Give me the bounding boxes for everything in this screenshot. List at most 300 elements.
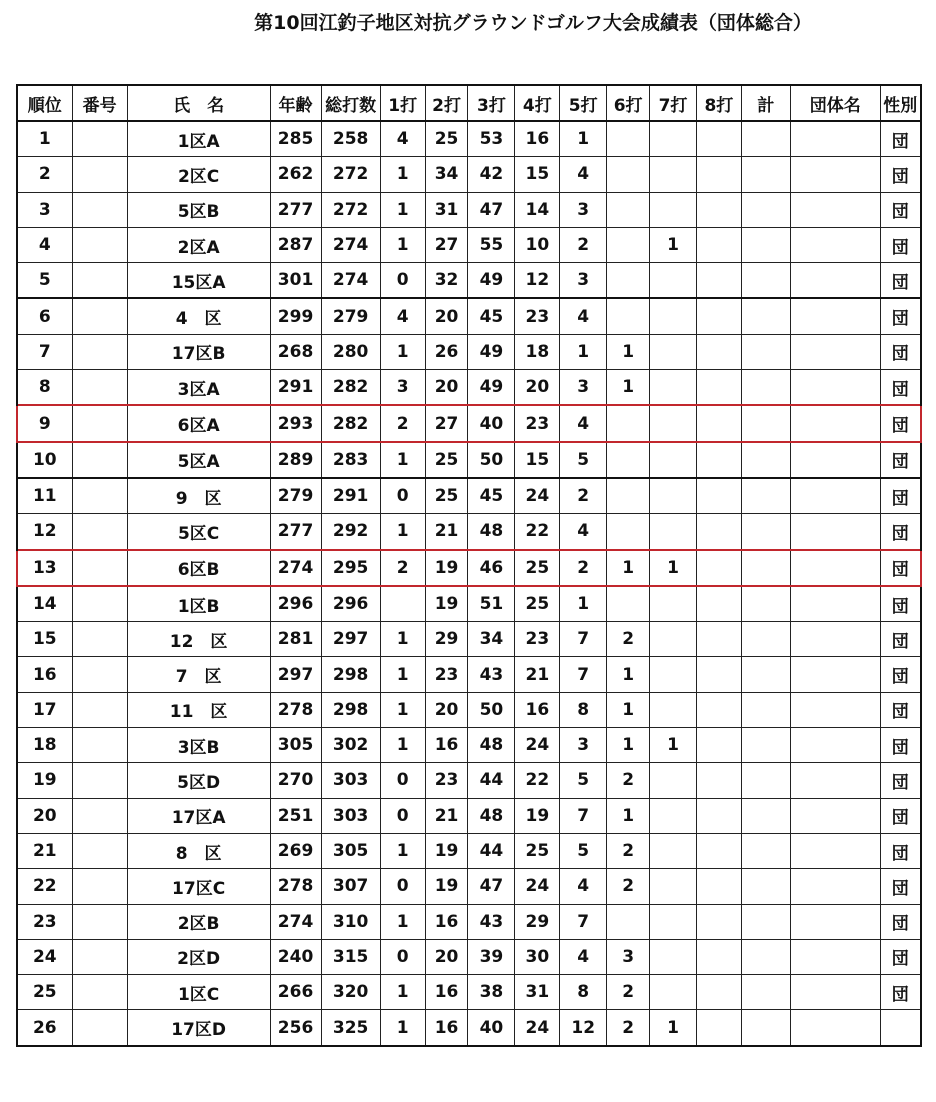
table-cell: 3: [560, 370, 607, 406]
table-cell: [380, 586, 425, 622]
table-cell: [696, 121, 741, 157]
table-cell: 4: [380, 298, 425, 334]
table-cell: [72, 833, 127, 868]
gender-cell: 団: [880, 939, 921, 974]
table-cell: 2: [607, 622, 650, 657]
table-cell: 0: [380, 478, 425, 514]
table-cell: [741, 622, 790, 657]
table-cell: [72, 657, 127, 692]
table-cell: 4: [560, 514, 607, 550]
table-cell: [650, 657, 697, 692]
table-row: [17, 514, 921, 550]
table-cell: [650, 692, 697, 727]
table-row: [17, 227, 921, 262]
table-cell: 43: [468, 904, 515, 939]
team-name-cell: 2区D: [127, 939, 270, 974]
team-name-cell: 17区C: [127, 869, 270, 904]
table-cell: 4: [380, 121, 425, 157]
table-cell: 295: [321, 550, 380, 586]
table-cell: [790, 763, 880, 798]
table-cell: [72, 227, 127, 262]
table-cell: 50: [468, 692, 515, 727]
table-cell: [696, 370, 741, 406]
table-cell: [650, 298, 697, 334]
table-cell: 5: [560, 763, 607, 798]
table-cell: 1: [380, 904, 425, 939]
rank-cell: 23: [17, 904, 72, 939]
table-cell: [741, 904, 790, 939]
table-cell: 20: [425, 939, 468, 974]
table-cell: 282: [321, 405, 380, 441]
table-cell: 2: [560, 478, 607, 514]
gender-cell: 団: [880, 192, 921, 227]
table-cell: [696, 904, 741, 939]
table-cell: [741, 939, 790, 974]
table-cell: 23: [425, 763, 468, 798]
column-header: 1打: [380, 85, 425, 121]
gender-cell: 団: [880, 370, 921, 406]
table-cell: [790, 622, 880, 657]
table-cell: [696, 798, 741, 833]
table-cell: 1: [560, 586, 607, 622]
gender-cell: 団: [880, 798, 921, 833]
table-cell: [607, 442, 650, 478]
rank-cell: 7: [17, 334, 72, 369]
table-cell: [650, 975, 697, 1010]
table-cell: [790, 227, 880, 262]
table-cell: [650, 405, 697, 441]
table-cell: 0: [380, 939, 425, 974]
table-cell: 8: [560, 692, 607, 727]
page-title: 第10回江釣子地区対抗グラウンドゴルフ大会成績表（団体総合）: [254, 12, 812, 34]
table-cell: 43: [468, 657, 515, 692]
table-cell: 1: [560, 334, 607, 369]
table-cell: 4: [560, 405, 607, 441]
rank-cell: 6: [17, 298, 72, 334]
table-cell: 16: [425, 975, 468, 1010]
table-cell: 25: [425, 442, 468, 478]
table-cell: 280: [321, 334, 380, 369]
table-cell: 12: [560, 1010, 607, 1046]
table-cell: [696, 692, 741, 727]
column-header: 番号: [72, 85, 127, 121]
table-cell: [607, 263, 650, 299]
table-cell: 325: [321, 1010, 380, 1046]
table-cell: 50: [468, 442, 515, 478]
gender-cell: 団: [880, 157, 921, 192]
table-cell: [741, 728, 790, 763]
table-cell: [72, 334, 127, 369]
table-cell: [696, 833, 741, 868]
table-cell: [72, 869, 127, 904]
table-cell: [650, 622, 697, 657]
table-cell: 1: [380, 975, 425, 1010]
team-name-cell: 9 区: [127, 478, 270, 514]
table-cell: 299: [270, 298, 321, 334]
table-cell: 20: [515, 370, 560, 406]
table-cell: 296: [270, 586, 321, 622]
table-cell: [696, 334, 741, 369]
table-cell: 20: [425, 298, 468, 334]
table-cell: [72, 904, 127, 939]
table-row: [17, 728, 921, 763]
table-cell: [790, 798, 880, 833]
table-cell: 15: [515, 442, 560, 478]
gender-cell: 団: [880, 298, 921, 334]
table-cell: 16: [425, 1010, 468, 1046]
table-cell: [790, 157, 880, 192]
table-cell: [790, 657, 880, 692]
rank-cell: 22: [17, 869, 72, 904]
table-cell: [696, 227, 741, 262]
table-cell: [741, 227, 790, 262]
table-row: [17, 939, 921, 974]
team-name-cell: 6区B: [127, 550, 270, 586]
gender-cell: 団: [880, 334, 921, 369]
table-cell: [72, 975, 127, 1010]
table-cell: 297: [270, 657, 321, 692]
table-cell: 7: [560, 904, 607, 939]
column-header: 7打: [650, 85, 697, 121]
table-cell: 1: [380, 192, 425, 227]
table-row: [17, 192, 921, 227]
table-cell: 25: [515, 833, 560, 868]
table-cell: 49: [468, 334, 515, 369]
column-header: 性別: [880, 85, 921, 121]
team-name-cell: 15区A: [127, 263, 270, 299]
table-row: [17, 478, 921, 514]
rank-cell: 20: [17, 798, 72, 833]
gender-cell: 団: [880, 904, 921, 939]
rank-cell: 18: [17, 728, 72, 763]
team-name-cell: 11 区: [127, 692, 270, 727]
table-cell: [696, 478, 741, 514]
gender-cell: 団: [880, 728, 921, 763]
table-row: [17, 975, 921, 1010]
table-cell: 1: [380, 833, 425, 868]
table-cell: [650, 763, 697, 798]
rank-cell: 2: [17, 157, 72, 192]
table-cell: 283: [321, 442, 380, 478]
table-cell: 16: [425, 728, 468, 763]
table-cell: [650, 939, 697, 974]
table-cell: 1: [607, 334, 650, 369]
gender-cell: [880, 1010, 921, 1046]
gender-cell: 団: [880, 478, 921, 514]
table-cell: 30: [515, 939, 560, 974]
table-cell: 27: [425, 227, 468, 262]
table-cell: 4: [560, 157, 607, 192]
table-cell: 272: [321, 157, 380, 192]
team-name-cell: 12 区: [127, 622, 270, 657]
table-row: [17, 121, 921, 157]
table-cell: [790, 1010, 880, 1046]
table-cell: 315: [321, 939, 380, 974]
table-cell: 46: [468, 550, 515, 586]
table-row: [17, 692, 921, 727]
table-cell: [607, 298, 650, 334]
table-cell: 31: [425, 192, 468, 227]
table-cell: [741, 514, 790, 550]
table-row: [17, 657, 921, 692]
table-cell: 16: [425, 904, 468, 939]
gender-cell: 団: [880, 692, 921, 727]
table-cell: 24: [515, 728, 560, 763]
table-cell: [790, 833, 880, 868]
table-cell: 1: [380, 657, 425, 692]
table-cell: [741, 869, 790, 904]
table-cell: [72, 939, 127, 974]
table-cell: 1: [607, 798, 650, 833]
table-cell: [741, 334, 790, 369]
table-row: [17, 763, 921, 798]
gender-cell: 団: [880, 405, 921, 441]
table-cell: [790, 263, 880, 299]
table-cell: [790, 728, 880, 763]
team-name-cell: 8 区: [127, 833, 270, 868]
column-header: 年齢: [270, 85, 321, 121]
table-cell: 258: [321, 121, 380, 157]
table-cell: [696, 622, 741, 657]
table-cell: 7: [560, 798, 607, 833]
table-cell: 34: [468, 622, 515, 657]
table-cell: 274: [270, 550, 321, 586]
table-cell: 266: [270, 975, 321, 1010]
table-cell: [741, 442, 790, 478]
table-cell: 48: [468, 514, 515, 550]
table-cell: [790, 298, 880, 334]
table-cell: 251: [270, 798, 321, 833]
table-row: [17, 798, 921, 833]
table-body: [17, 121, 921, 1046]
table-cell: [696, 939, 741, 974]
rank-cell: 5: [17, 263, 72, 299]
table-cell: [741, 586, 790, 622]
team-name-cell: 5区C: [127, 514, 270, 550]
table-cell: 2: [380, 550, 425, 586]
table-cell: [696, 975, 741, 1010]
table-row: [17, 405, 921, 441]
table-cell: [790, 405, 880, 441]
team-name-cell: 5区B: [127, 192, 270, 227]
table-cell: [607, 514, 650, 550]
table-cell: 1: [650, 227, 697, 262]
table-cell: 25: [425, 121, 468, 157]
table-cell: 3: [560, 728, 607, 763]
table-cell: 2: [607, 869, 650, 904]
table-header: [17, 85, 921, 121]
table-cell: 292: [321, 514, 380, 550]
table-cell: 24: [515, 478, 560, 514]
table-cell: 45: [468, 298, 515, 334]
table-cell: 22: [515, 514, 560, 550]
table-cell: 47: [468, 869, 515, 904]
table-cell: 32: [425, 263, 468, 299]
table-cell: 1: [380, 157, 425, 192]
table-cell: 256: [270, 1010, 321, 1046]
table-cell: 44: [468, 833, 515, 868]
team-name-cell: 2区C: [127, 157, 270, 192]
team-name-cell: 1区B: [127, 586, 270, 622]
table-cell: [790, 192, 880, 227]
table-cell: [607, 192, 650, 227]
table-cell: [72, 1010, 127, 1046]
table-cell: 1: [607, 657, 650, 692]
table-cell: 16: [515, 121, 560, 157]
column-header: 3打: [468, 85, 515, 121]
gender-cell: 団: [880, 657, 921, 692]
team-name-cell: 2区B: [127, 904, 270, 939]
header-row: [17, 85, 921, 121]
table-cell: [696, 514, 741, 550]
table-cell: [72, 298, 127, 334]
team-name-cell: 4 区: [127, 298, 270, 334]
table-cell: 2: [560, 227, 607, 262]
column-header: 2打: [425, 85, 468, 121]
table-cell: [650, 514, 697, 550]
table-cell: 39: [468, 939, 515, 974]
team-name-cell: 3区A: [127, 370, 270, 406]
gender-cell: 団: [880, 833, 921, 868]
rank-cell: 21: [17, 833, 72, 868]
table-cell: [790, 869, 880, 904]
table-cell: 1: [380, 334, 425, 369]
table-cell: [741, 692, 790, 727]
table-cell: 7: [560, 657, 607, 692]
table-cell: 282: [321, 370, 380, 406]
column-header: 計: [741, 85, 790, 121]
table-cell: 303: [321, 798, 380, 833]
team-name-cell: 17区D: [127, 1010, 270, 1046]
table-cell: 38: [468, 975, 515, 1010]
column-header: 団体名: [790, 85, 880, 121]
table-row: [17, 442, 921, 478]
table-cell: 1: [607, 370, 650, 406]
table-cell: 23: [425, 657, 468, 692]
table-cell: 21: [425, 514, 468, 550]
team-name-cell: 5区D: [127, 763, 270, 798]
table-cell: [607, 478, 650, 514]
table-cell: 23: [515, 405, 560, 441]
table-cell: [650, 334, 697, 369]
table-cell: 19: [425, 550, 468, 586]
table-cell: 2: [607, 833, 650, 868]
table-cell: [790, 334, 880, 369]
table-cell: [696, 657, 741, 692]
table-cell: 274: [321, 227, 380, 262]
team-name-cell: 17区A: [127, 798, 270, 833]
table-cell: 53: [468, 121, 515, 157]
table-cell: [790, 514, 880, 550]
table-cell: 3: [560, 263, 607, 299]
table-cell: 291: [270, 370, 321, 406]
table-row: [17, 263, 921, 299]
table-cell: [72, 370, 127, 406]
table-cell: [790, 478, 880, 514]
table-cell: [741, 121, 790, 157]
table-cell: 2: [607, 1010, 650, 1046]
table-cell: 274: [270, 904, 321, 939]
table-row: [17, 904, 921, 939]
table-cell: 310: [321, 904, 380, 939]
gender-cell: 団: [880, 869, 921, 904]
table-cell: 1: [650, 1010, 697, 1046]
rank-cell: 10: [17, 442, 72, 478]
table-cell: 1: [607, 550, 650, 586]
table-cell: 1: [380, 442, 425, 478]
table-cell: [696, 298, 741, 334]
table-cell: 1: [380, 514, 425, 550]
table-cell: [741, 298, 790, 334]
table-cell: 1: [380, 728, 425, 763]
table-cell: 298: [321, 692, 380, 727]
table-cell: [650, 263, 697, 299]
table-cell: [650, 833, 697, 868]
table-cell: 1: [380, 622, 425, 657]
table-cell: 4: [560, 939, 607, 974]
table-cell: [650, 904, 697, 939]
table-cell: [607, 405, 650, 441]
table-cell: 5: [560, 833, 607, 868]
table-cell: 1: [380, 1010, 425, 1046]
table-cell: [790, 975, 880, 1010]
table-cell: [72, 622, 127, 657]
table-cell: 4: [560, 298, 607, 334]
table-cell: 287: [270, 227, 321, 262]
table-cell: 4: [560, 869, 607, 904]
table-cell: 29: [515, 904, 560, 939]
table-cell: 1: [607, 728, 650, 763]
table-cell: 47: [468, 192, 515, 227]
rank-cell: 25: [17, 975, 72, 1010]
table-cell: 40: [468, 405, 515, 441]
table-cell: [741, 370, 790, 406]
table-cell: [72, 405, 127, 441]
table-cell: [72, 263, 127, 299]
table-cell: 22: [515, 763, 560, 798]
table-cell: 55: [468, 227, 515, 262]
table-cell: 10: [515, 227, 560, 262]
table-cell: [790, 370, 880, 406]
rank-cell: 9: [17, 405, 72, 441]
gender-cell: 団: [880, 514, 921, 550]
table-row: [17, 334, 921, 369]
table-row: [17, 869, 921, 904]
table-cell: 307: [321, 869, 380, 904]
table-cell: [72, 514, 127, 550]
table-row: [17, 622, 921, 657]
table-cell: [696, 728, 741, 763]
table-cell: 277: [270, 192, 321, 227]
table-cell: 297: [321, 622, 380, 657]
rank-cell: 11: [17, 478, 72, 514]
gender-cell: 団: [880, 263, 921, 299]
column-header: 氏 名: [127, 85, 270, 121]
table-cell: 19: [425, 586, 468, 622]
table-cell: [72, 728, 127, 763]
table-cell: 19: [425, 833, 468, 868]
table-cell: 320: [321, 975, 380, 1010]
table-cell: 27: [425, 405, 468, 441]
table-cell: 3: [380, 370, 425, 406]
table-cell: 289: [270, 442, 321, 478]
rank-cell: 14: [17, 586, 72, 622]
table-cell: 272: [321, 192, 380, 227]
table-cell: 48: [468, 798, 515, 833]
table-cell: 26: [425, 334, 468, 369]
table-cell: [650, 121, 697, 157]
rank-cell: 19: [17, 763, 72, 798]
